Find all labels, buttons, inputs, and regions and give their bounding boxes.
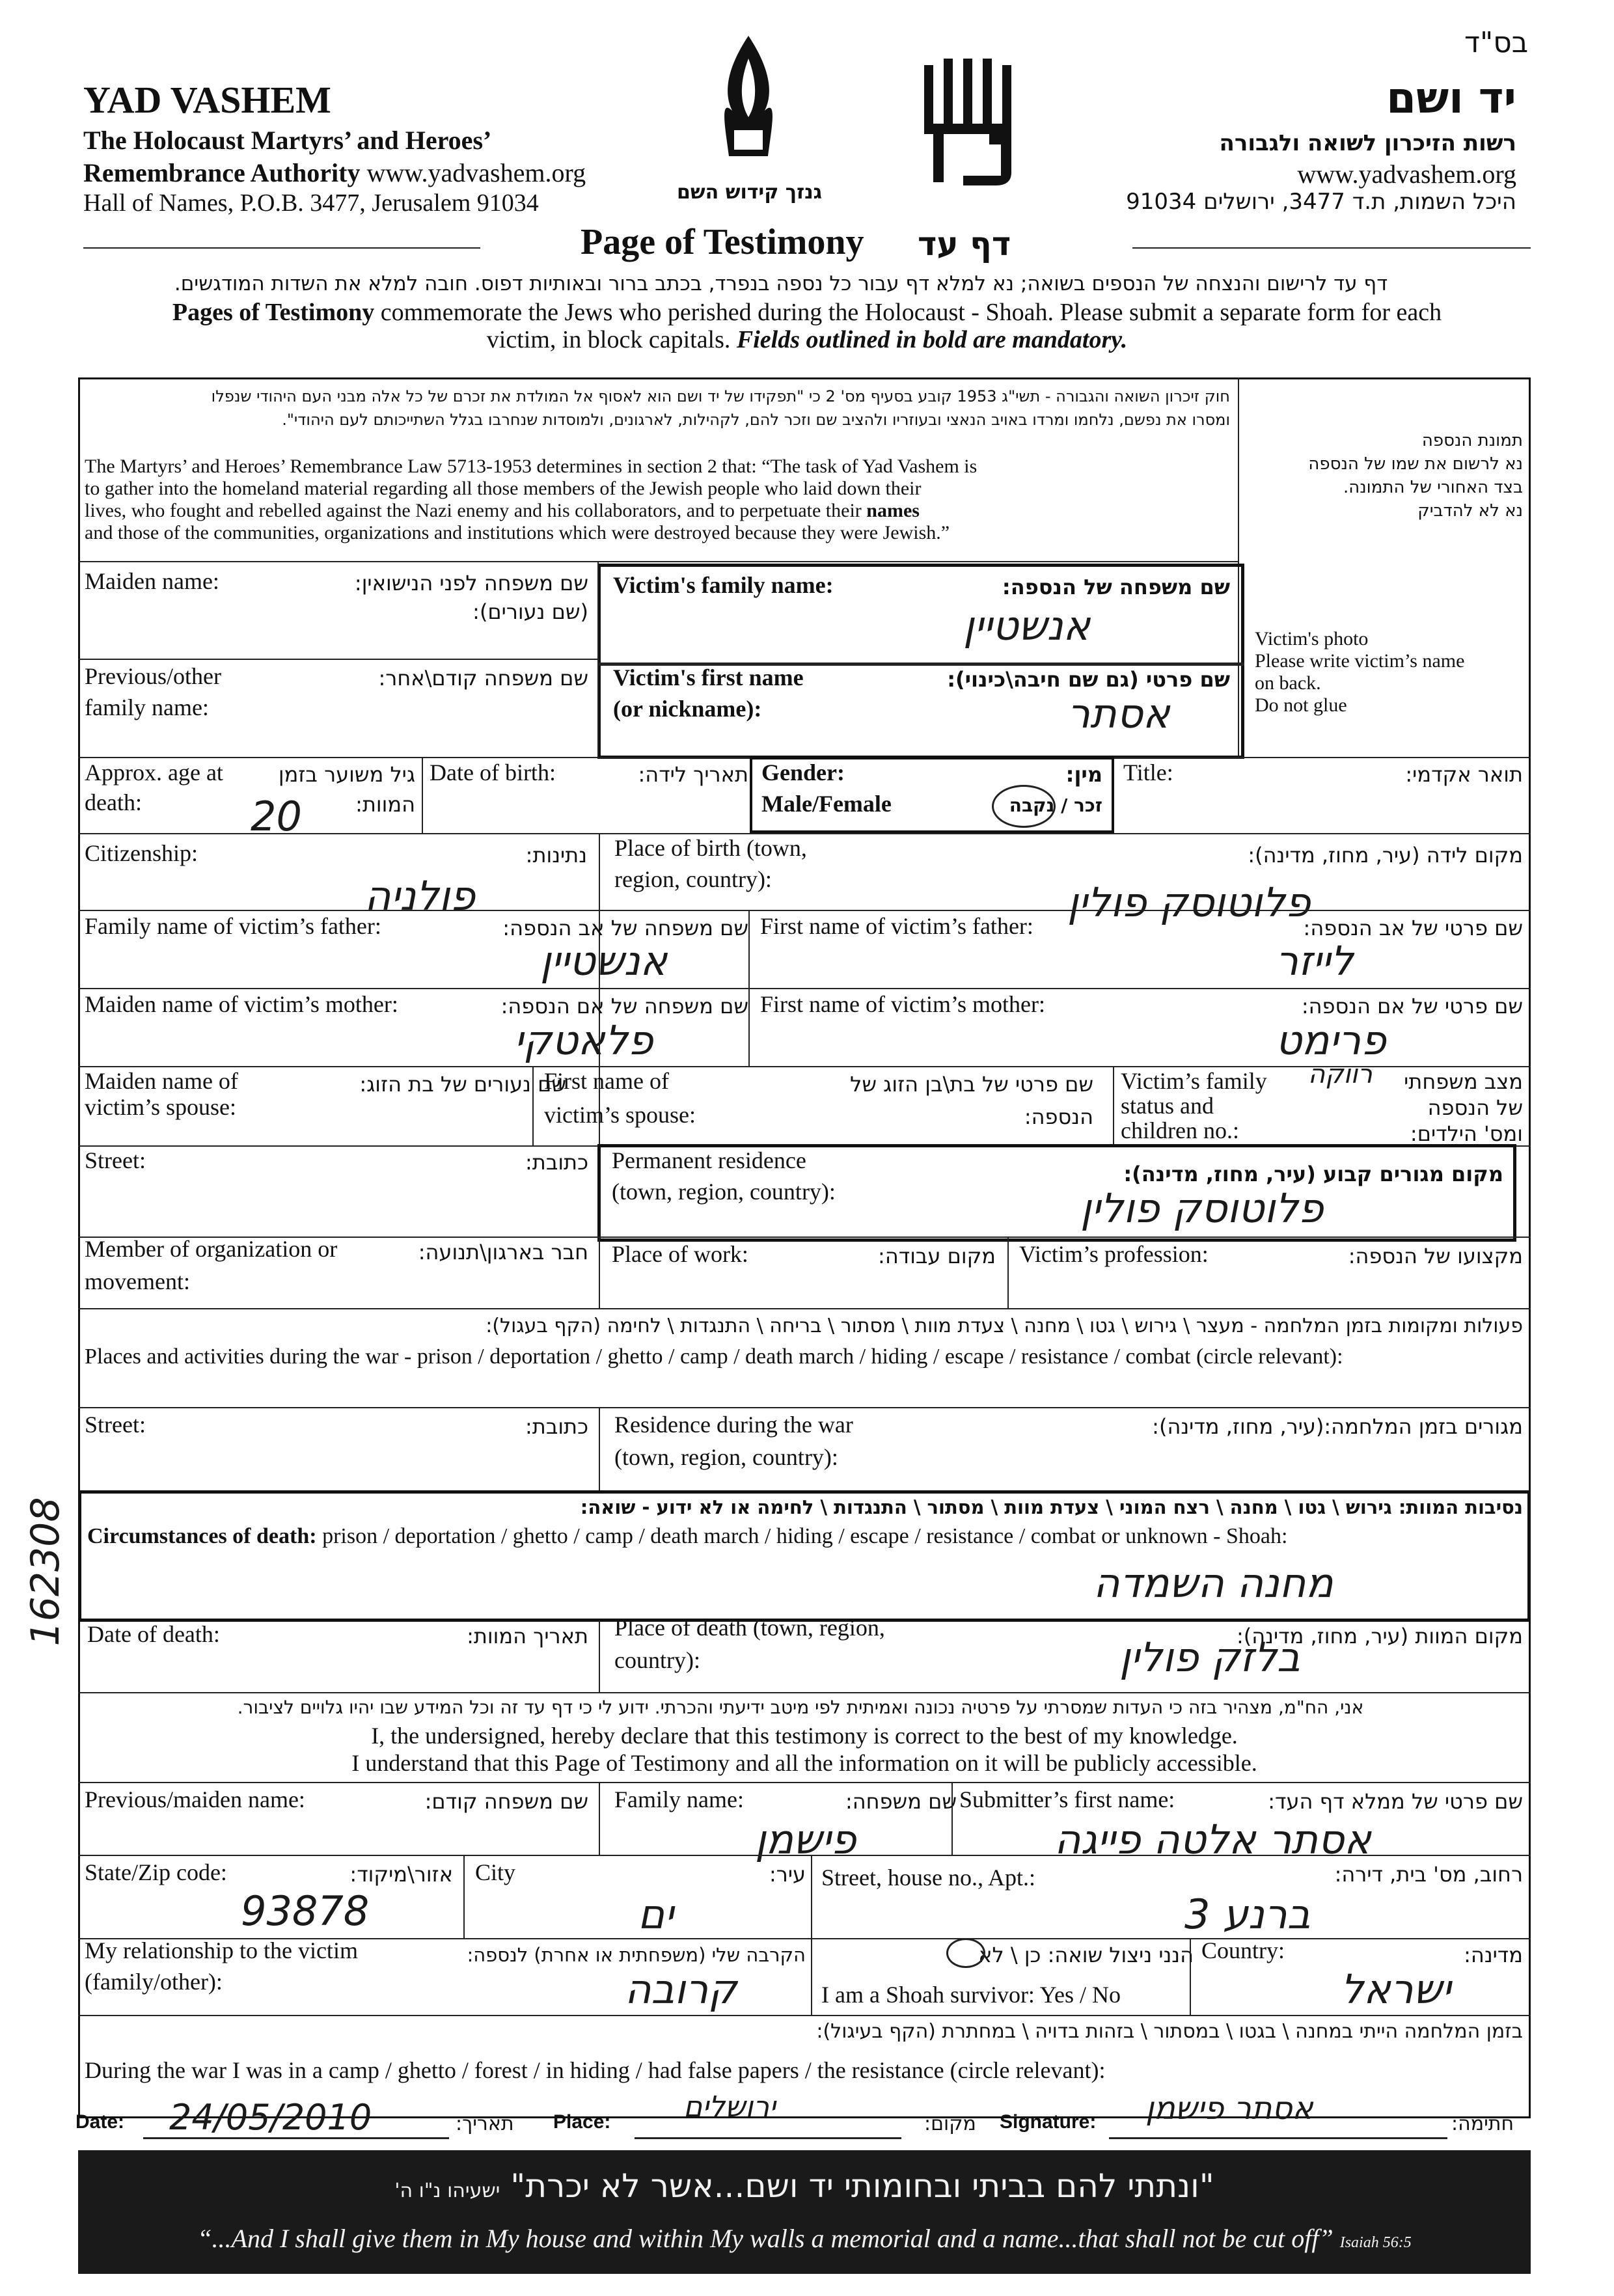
submitter-first-label: Submitter’s first name: [959,1786,1175,1812]
family-name-label-he: שם משפחה של הנספה: [1002,575,1230,599]
circumstances-label-rest: prison / deportation / ghetto / camp / death march / hiding / escape / resistance / combat or unknown - Shoah: [316,1524,1288,1548]
org-web-en: www.yadvashem.org [366,158,586,187]
relationship-label-he: הקרבה שלי (משפחתית או אחרת) לנספה: [467,1944,806,1966]
residence-label-1: Permanent residence [612,1147,806,1173]
dod-label: Date of death: [87,1621,220,1647]
organization-label-1: Member of organization or [85,1236,338,1262]
pob-label-he: מקום לידה (עיר, מחוז, מדינה): [1248,843,1523,868]
war-residence-label-1: Residence during the war [614,1412,853,1438]
spouse-maiden-label-he: שם נעורים של בת הזוג: [359,1072,566,1097]
prev-name-label-he: שם משפחה קודם\אחר: [378,666,588,690]
logo-text [924,192,926,193]
place-death-label-2: country): [614,1647,700,1673]
pob-label-2: region, country): [614,866,772,892]
family-status-label-he-2: של הנספה [1427,1095,1523,1120]
circumstances-label [87,1523,1287,1550]
residence-value[interactable]: פלוטוסק פולין [1080,1184,1324,1232]
submitter-family-label: Family name: [614,1786,744,1812]
during-war-label: During the war I was in a camp / ghetto / forest / in hiding / had false papers / the resistance (circle relevant): [85,2057,1106,2083]
profession-label: Victim’s profession: [1019,1241,1209,1267]
spouse-maiden-label-1: Maiden name of [85,1068,238,1094]
declaration-en-2: I understand that this Page of Testimony and all the information on it will be publicly accessible. [351,1750,1257,1776]
org-address-he: היכל השמות, ת.ד 3477, ירושלים 91034 [1126,189,1516,215]
photo-en-2: Please write victim’s name [1255,650,1465,672]
country-label-he: מדינה: [1464,1943,1523,1967]
mother-maiden-label: Maiden name of victim’s mother: [85,991,398,1017]
family-status-label-he-3: ומס' הילדים: [1410,1121,1523,1146]
spouse-first-label-he-2: הנספה: [1024,1104,1093,1129]
maiden-name-label: Maiden name: [85,568,219,594]
street-submitter-label: Street, house no., Apt.: [821,1865,1035,1891]
yad-vashem-logo-icon [918,59,1022,189]
submitter-family-label-he: שם משפחה: [845,1789,957,1814]
submitter-family-value[interactable]: פישמן [755,1816,856,1863]
age-label-2: death: [85,789,142,815]
street-submitter-label-he: רחוב, מס' בית, דירה: [1334,1862,1523,1887]
circumstances-value[interactable]: מחנה השמדה [1093,1559,1334,1607]
spouse-first-label-2: victim’s spouse: [544,1102,696,1128]
mother-maiden-value[interactable]: פלאטקי [514,1017,653,1064]
org-authority-en: Remembrance Authority [83,158,361,187]
circumstances-label-he: נסיבות המוות: גירוש \ גטו \ מחנה \ רצח המוני \ צעדת מוות \ מסתור \ התנגדות \ לחימה או לא ידוע - שואה: [580,1496,1523,1518]
banner-quote-he: "ונתתי להם בביתי ובחומותי יד ושם...אשר לא יכרת" [510,2167,1214,2205]
intro-en-line2 [65,325,1549,354]
law-en-3a: lives, who fought and rebelled against the Nazi enemy and his collaborators, and to perpetuate their [85,500,867,521]
org-name-he: יד ושם [1386,73,1516,123]
city-value[interactable]: ים [638,1891,674,1938]
signature-label: Signature: [1000,2111,1097,2133]
spouse-maiden-label-2: victim’s spouse: [85,1094,236,1120]
monument-caption: גנזך קידוש השם [677,181,823,204]
relationship-label-1: My relationship to the victim [85,1937,358,1963]
first-name-label-he: שם פרטי (גם שם חיבה\כינוי): [947,667,1230,692]
citizenship-label: Citizenship: [85,840,198,866]
residence-label-he: מקום מגורים קבוע (עיר, מחוז, מדינה): [1123,1162,1503,1186]
place-label: Place: [553,2111,611,2133]
margin-number: 162308 [23,1497,68,1647]
submitter-first-value[interactable]: אסתר אלטה פייגה [1054,1816,1371,1863]
pob-value[interactable]: פלוטוסק פולין [1067,879,1311,926]
zip-label-he: אזור\מיקוד: [349,1862,453,1887]
maiden-name-label-he: שם משפחה לפני הנישואין: [354,571,588,595]
father-family-label-he: שם משפחה של אב הנספה: [502,916,748,940]
org-name-en: YAD VASHEM [83,79,331,121]
law-en-2: to gather into the homeland material regarding all those members of the Jewish people who laid down their [85,478,922,499]
place-value[interactable]: ירושלים [683,2090,776,2124]
zip-label: State/Zip code: [85,1859,227,1885]
footer-banner [78,2150,1531,2274]
dod-label-he: תאריך המוות: [467,1624,588,1648]
street-label: Street: [85,1147,146,1173]
banner-quote-en-line [78,2223,1531,2254]
banner-quote-en: “...And I shall give them in My house and within My walls a memorial and a name...that shall not be cut off” [197,2224,1334,2253]
mother-maiden-label-he: שם משפחה של אם הנספה: [500,994,748,1018]
zip-value[interactable]: 93878 [241,1887,370,1935]
title-label: Title: [1123,759,1173,786]
law-he-1: חוק זיכרון השואה והגבורה - תשי"ג 1953 קובע בסעיף מס' 2 כי "תפקידו של יד ושם הוא לאסוף אל המולדת את זכרם של כל אלה מבני העם היהודי שנפלו [211,387,1230,405]
gender-box [750,757,1114,833]
banner-ref-en: Isaiah 56:5 [1339,2234,1412,2251]
title-label-he: תואר אקדמי: [1405,762,1523,787]
bsd-mark: בס"ד [1464,26,1529,59]
mother-first-label-he: שם פרטי של אם הנספה: [1301,994,1523,1018]
prev-name-label-2: family name: [85,694,209,720]
gender-label-1: Gender: [761,759,845,786]
circumstances-label-bold: Circumstances of death: [87,1524,317,1548]
banner-ref-he: ישעיהו נ"ו ה' [394,2180,500,2202]
prev-name-label-1: Previous/other [85,663,221,689]
submitter-first-label-he: שם פרטי של ממלא דף העד: [1268,1789,1523,1814]
father-family-value[interactable]: אנשטיין [540,937,668,985]
war-street-label: Street: [85,1412,146,1438]
intro-en-line2a: victim, in block capitals. [486,326,737,353]
dob-label: Date of birth: [430,759,556,786]
submitter-prev-name-label: Previous/maiden name: [85,1786,305,1812]
intro-en-rest: commemorate the Jews who perished during the Holocaust - Shoah. Please submit a separate form for each [374,299,1442,326]
date-label-he: תאריך: [456,2112,514,2135]
declaration-en-1: I, the undersigned, hereby declare that this testimony is correct to the best of my knowledge. [371,1723,1238,1749]
declaration-he: אני, הח"מ, מצהיר בזה כי העדות שמסרתי על פרטיה נכונה ואמיתית לפי מיטב ידיעתי והכרתי. ידוע לי כי דף עד זה וכל המידע שבו יהיו גלויים לציבור. [237,1697,1364,1718]
places-label: Places and activities during the war - prison / deportation / ghetto / camp / death march / hiding / escape / resistance / combat (circle relevant): [85,1345,1343,1369]
submitter-prev-name-label-he: שם משפחה קודם: [424,1789,588,1814]
city-label-he: עיר: [769,1862,806,1887]
family-status-value[interactable]: רווקה [1308,1059,1373,1089]
date-label: Date: [75,2111,125,2133]
street-submitter-value[interactable]: ברנע 3 [1184,1891,1311,1938]
place-death-value[interactable]: בלזק פולין [1119,1633,1300,1681]
father-family-label: Family name of victim’s father: [85,913,381,939]
survivor-label-he: הנני ניצול שואה: כן \ לא [978,1943,1194,1967]
first-name-label-2: (or nickname): [613,696,762,722]
war-street-label-he: כתובת: [525,1414,588,1439]
citizenship-label-he: נתינות: [525,843,587,868]
intro-en [65,298,1549,327]
signature-label-he: חתימה: [1451,2112,1514,2135]
gender-label-he-2: זכר / נקבה [1009,795,1102,816]
family-name-label: Victim's family name: [613,572,834,598]
age-label-he-2: המוות: [355,792,415,817]
work-label: Place of work: [612,1241,748,1267]
mother-first-value[interactable]: פרימט [1276,1017,1386,1064]
gender-label-2: Male/Female [761,791,892,817]
profession-label-he: מקצועו של הנספה: [1348,1244,1523,1268]
photo-en-4: Do not glue [1255,694,1347,716]
photo-he-4: נא לא להדביק [1417,501,1523,521]
relationship-label-2: (family/other): [85,1969,223,1995]
war-residence-label-he: מגורים בזמן המלחמה:(עיר, מחוז, מדינה): [1152,1414,1523,1439]
photo-he-3: בצד האחורי של התמונה. [1343,478,1523,497]
country-label: Country: [1201,1937,1285,1963]
street-label-he: כתובת: [525,1150,588,1175]
family-status-label-1: Victim’s family [1121,1068,1267,1094]
family-status-label-3: children no.: [1121,1117,1239,1143]
family-name-value[interactable]: אנשטיין [963,602,1091,649]
photo-en-3: on back. [1255,672,1321,694]
residence-label-2: (town, region, country): [612,1179,836,1205]
father-first-label: First name of victim’s father: [760,913,1033,939]
spouse-first-label-1: First name of [544,1068,669,1094]
first-name-label-1: Victim's first name [613,664,804,690]
date-value[interactable]: 24/05/2010 [169,2097,372,2138]
work-label-he: מקום עבודה: [878,1244,996,1268]
org-line2-en: The Holocaust Martyrs’ and Heroes’ [83,126,492,155]
intro-en-bold: Pages of Testimony [172,299,375,326]
age-label-he-1: גיל משוער בזמן [278,762,415,787]
signature-value[interactable]: אסתר פישמן [1145,2090,1313,2127]
dob-label-he: תאריך לידה: [638,762,748,787]
org-address-en: Hall of Names, P.O.B. 3477, Jerusalem 91034 [83,189,539,217]
law-he-2: ומסרו את נפשם, נלחמו ומרדו באויב הנאצי ובעוזריו ולהציב שם וזכר להם, לקהילות, לארגונים, ולמוסדות שנחרבו בגלל השתייכותם לעם היהודי". [282,411,1230,429]
place-label-he: מקום: [924,2112,976,2135]
title-he: דף עד [918,225,1011,263]
places-label-he: פעולות ומקומות בזמן המלחמה - מעצר \ גירוש \ גטו \ מחנה \ צעדת מוות \ מסתור \ בריחה \ התנגדות \ לחימה (הקף בעגול): [486,1315,1523,1337]
law-en-1: The Martyrs’ and Heroes’ Remembrance Law 5713-1953 determines in section 2 that: “The task of Yad Vashem is [85,456,978,477]
flame-monument-icon [709,33,787,163]
org-line2-he: רשות הזיכרון לשואה ולגבורה [1219,130,1516,156]
during-war-label-he: בזמן המלחמה הייתי במחנה \ בגטו \ במסתור \ בזהות בדויה \ במחתרת (הקף בעיגול): [816,2020,1523,2043]
banner-quote-he-line [78,2167,1531,2205]
city-label: City [475,1859,516,1885]
mother-first-label: First name of victim’s mother: [760,991,1045,1017]
war-residence-label-2: (town, region, country): [614,1444,838,1470]
photo-he-2: נא לרשום את שמו של הנספה [1308,454,1523,474]
spouse-first-label-he-1: שם פרטי של בת\בן הזוג של [850,1072,1093,1097]
title-en: Page of Testimony [581,222,864,262]
family-status-label-2: status and [1121,1093,1214,1119]
survivor-no-circle [946,1938,985,1968]
country-value[interactable]: ישראל [1341,1965,1451,2013]
relationship-value[interactable]: קרובה [625,1965,737,2013]
organization-label-he: חבר בארגון\תנועה: [418,1240,588,1264]
family-status-label-he-1: מצב משפחתי [1404,1069,1523,1094]
father-first-label-he: שם פרטי של אב הנספה: [1303,916,1523,940]
photo-en-1: Victim's photo [1255,628,1369,649]
org-web-he: www.yadvashem.org [1297,159,1516,189]
law-en-3 [85,500,920,522]
first-name-value[interactable]: אסתר [1067,690,1170,737]
survivor-label: I am a Shoah survivor: Yes / No [821,1982,1121,2008]
organization-label-2: movement: [85,1268,190,1294]
photo-he-1: תמונת הנספה [1421,431,1523,450]
law-en-names: names [866,500,920,521]
age-label-1: Approx. age at [85,759,223,786]
place-death-label-1: Place of death (town, region, [614,1615,885,1641]
org-line3-en [83,157,586,188]
intro-he: דף עד לרישום והנצחה של הנספים בשואה; נא למלא דף עבור כל נספה בנפרד, בכתב ברור ובאותיות דפוס. חובה למלא את השדות המודגשים. [174,272,1388,295]
pob-label-1: Place of birth (town, [614,835,807,861]
place-death-label-he: מקום המוות (עיר, מחוז, מדינה): [1236,1624,1523,1648]
age-value[interactable]: 20 [251,793,302,840]
father-first-value[interactable]: לייזר [1276,937,1354,985]
maiden-name-label-he2: (שם נעורים): [472,599,588,624]
citizenship-value[interactable]: פולניה [364,872,476,920]
law-en-4: and those of the communities, organizations and institutions which were destroyed because they were Jewish.” [85,522,950,543]
intro-en-mandatory: Fields outlined in bold are mandatory. [736,326,1128,353]
gender-label-he-1: מין: [1065,762,1102,787]
